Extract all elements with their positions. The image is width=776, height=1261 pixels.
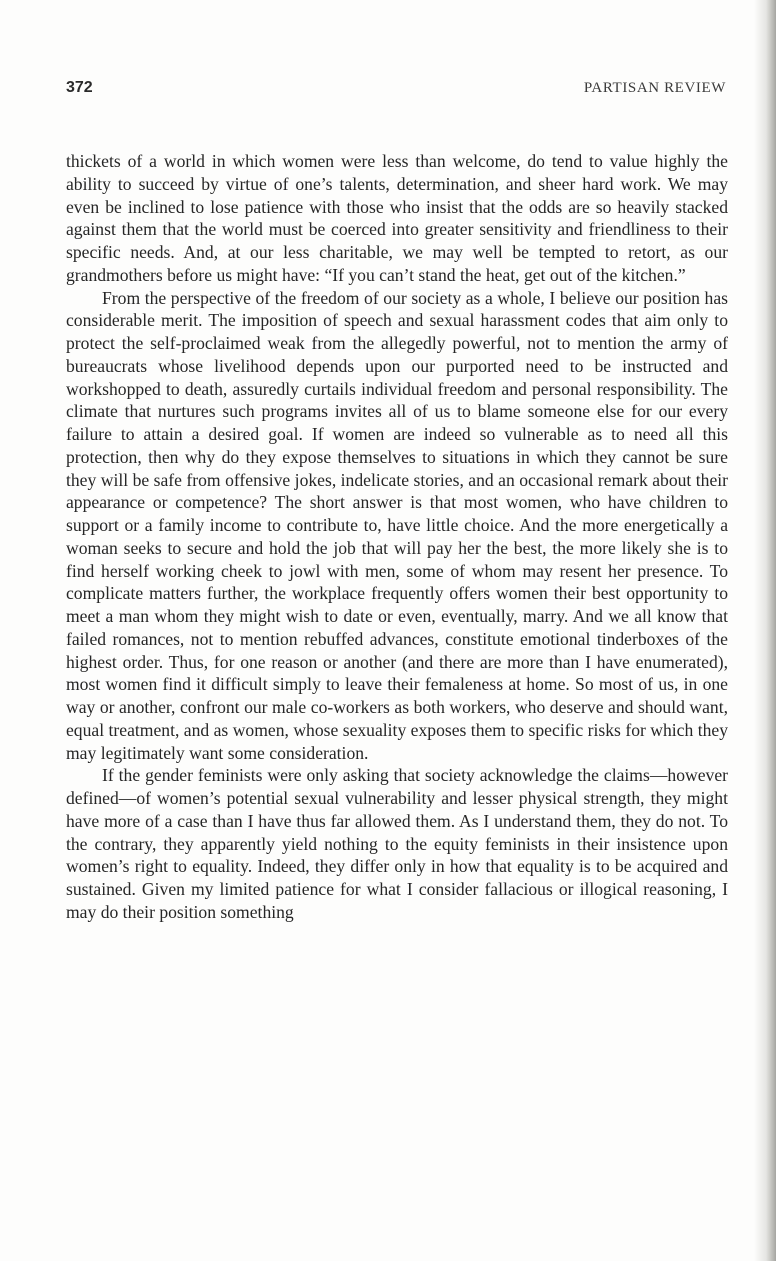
paragraph-3: If the gender feminists were only asking that society acknowledge the claims—however defined—of women’s potential sexual vulnerability and lesser physical strength, they might have more of a case than I have thus far allowed them. As I understand them, they do not. To the contrary, they apparently yield nothing to the equity feminists in their insistence upon women’s right to equality. Indeed, they differ only in how that equality is to be acquired and sustained. Given my limited patience for what I consider fallacious or illogical reasoning, I may do their position something <box>66 765 728 922</box>
paragraph-2: From the perspective of the freedom of our society as a whole, I believe our position has considerable merit. The imposition of speech and sexual harassment codes that aim only to protect the self-proclaimed weak from the allegedly powerful, not to mention the army of bureaucrats whose livelihood depends upon our purported need to be instructed and workshopped to death, assuredly curtails individual freedom and personal responsibility. The climate that nurtures such programs invites all of us to blame someone else for our every failure to attain a desired goal. If women are indeed so vulnerable as to need all this protection, then why do they expose themselves to situations in which they cannot be sure they will be safe from offensive jokes, indelicate stories, and an occasional remark about their appearance or competence? The short answer is that most women, who have children to support or a family income to contribute to, have little choice. And the more energetically a woman seeks to secure and hold the job that will pay her the best, the more likely she is to find herself working cheek to jowl with men, some of whom may resent her presence. To complicate matters further, the workplace frequently offers women their best opportunity to meet a man whom they might wish to date or even, eventually, marry. And we all know that failed romances, not to mention rebuffed advances, constitute emotional tinderboxes of the highest order. Thus, for one reason or another (and there are more than I have enumerated), most women find it difficult simply to leave their femaleness at home. So most of us, in one way or another, confront our male co-workers as both workers, who deserve and should want, equal treatment, and as women, whose sexuality exposes them to specific risks for which they may legitimately want some consideration. <box>66 287 728 763</box>
page-edge-shadow <box>754 0 776 1261</box>
page-header <box>66 79 726 103</box>
paragraph-1: thickets of a world in which women were less than welcome, do tend to value highly the ability to succeed by virtue of one’s talents, determination, and sheer hard work. We may even be inclined to lose patience with those who insist that the odds are so heavily stacked against them that the world must be coerced into greater sensitivity and friendliness to their specific needs. And, at our less charitable, we may well be tempted to retort, as our grandmothers before us might have: “If you can’t stand the heat, get out of the kitchen.” <box>66 151 728 285</box>
body-text <box>66 150 728 924</box>
running-head: PARTISAN REVIEW <box>583 80 726 96</box>
page-number: 372 <box>66 79 93 96</box>
